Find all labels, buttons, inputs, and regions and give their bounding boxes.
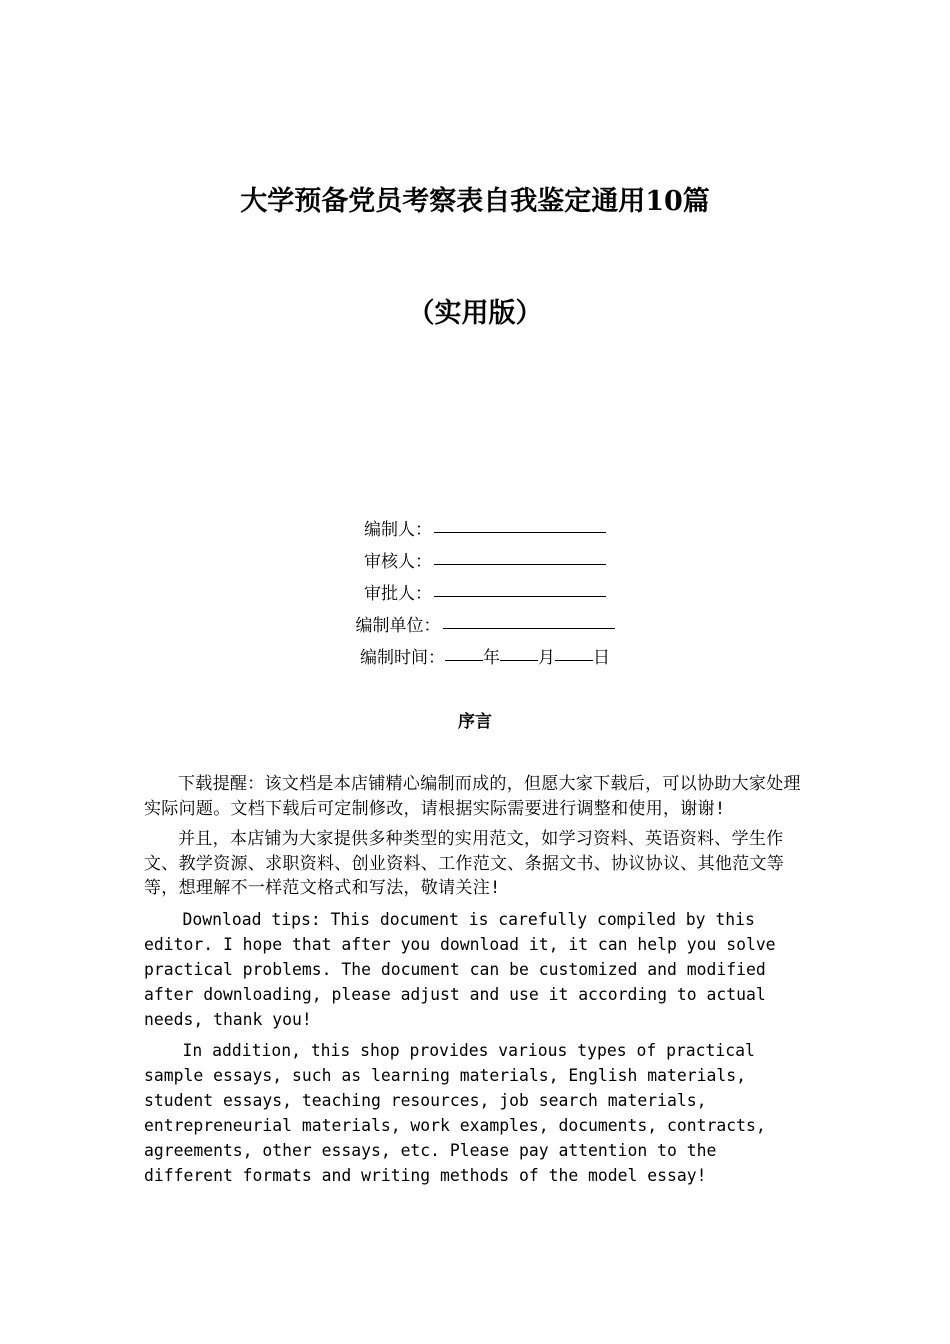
meta-row-compiler	[0, 514, 950, 546]
approver-label: 审批人：	[364, 584, 432, 604]
month-blank	[500, 640, 538, 661]
unit-blank	[443, 608, 615, 629]
month-label: 月	[538, 648, 555, 668]
meta-row-approver	[0, 578, 950, 610]
reviewer-label: 审核人：	[364, 552, 432, 572]
unit-label: 编制单位：	[355, 616, 441, 636]
compiler-label: 编制人：	[364, 520, 432, 540]
preface-heading: 序言	[458, 712, 492, 732]
approver-blank	[434, 576, 606, 597]
document-meta-block	[0, 514, 950, 674]
reviewer-blank	[434, 544, 606, 565]
meta-row-time	[0, 642, 950, 674]
time-label: 编制时间：	[360, 648, 445, 668]
paragraph-additional-info-zh: 并且，本店铺为大家提供多种类型的实用范文，如学习资料、英语资料、学生作文、教学资源、求职资料、创业资料、工作范文、条据文书、协议协议、其他范文等等，想理解不一样范文格式和写法，敬请关注!	[144, 829, 785, 898]
year-label: 年	[483, 648, 500, 668]
document-subtitle: （实用版）	[407, 298, 543, 329]
paragraph-download-reminder-zh: 下载提醒：该文档是本店铺精心编制而成的，但愿大家下载后，可以协助大家处理实际问题。文档下载后可定制修改，请根据实际需要进行调整和使用，谢谢!	[144, 774, 801, 819]
meta-row-reviewer	[0, 546, 950, 578]
preface-body	[144, 772, 810, 1194]
day-label: 日	[593, 648, 610, 668]
day-blank	[555, 640, 593, 661]
year-blank	[445, 640, 483, 661]
paragraph-download-tips-en: Download tips: This document is carefully compiled by this editor. I hope that after you download it, it can help you solve practical problems. The document can be customized and modified after downloading, please adjust and use it according to actual needs, thank you!	[144, 909, 776, 1029]
document-title: 大学预备党员考察表自我鉴定通用10篇	[240, 186, 710, 217]
compiler-blank	[434, 512, 606, 533]
paragraph-additional-info-en: In addition, this shop provides various types of practical sample essays, such as learning materials, English materials, student essays, teaching resources, job search materials, entrepreneurial materials, work examples, documents, contracts, agreements, other essays, etc. Please pay attention to the different formats and writing methods of the model essay!	[144, 1040, 766, 1185]
meta-row-unit	[0, 610, 950, 642]
